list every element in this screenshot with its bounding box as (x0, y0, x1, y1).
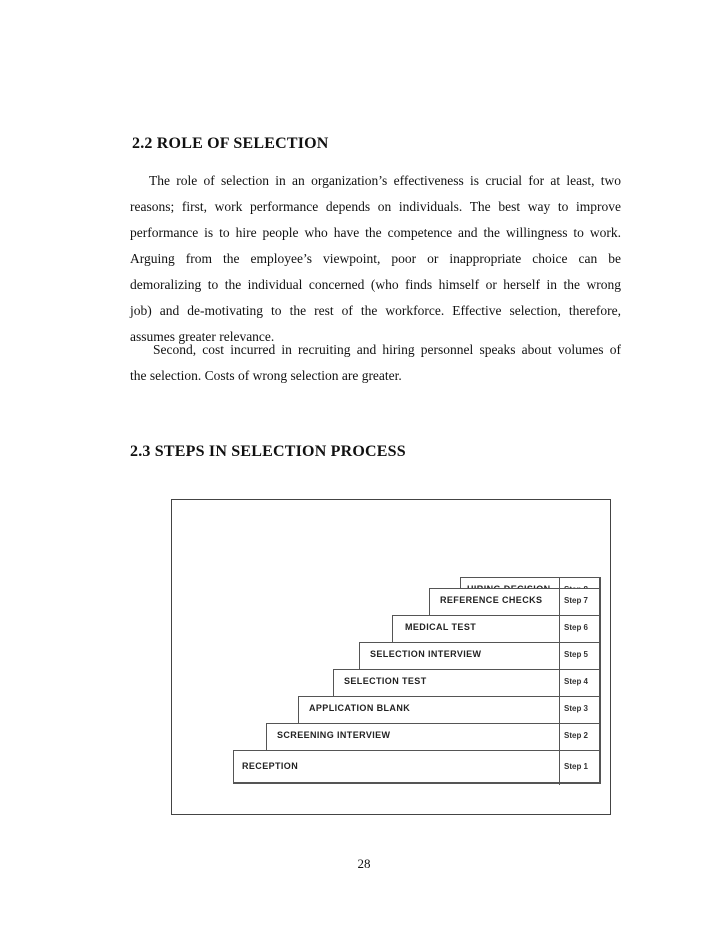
step-application-blank (298, 696, 600, 723)
step-reception (233, 750, 600, 784)
step-number: Step 7 (564, 596, 589, 605)
step-number: Step 3 (564, 704, 589, 713)
section-heading-role-of-selection: 2.2 ROLE OF SELECTION (132, 135, 329, 152)
paragraph-role-of-selection (130, 168, 621, 350)
step-number-box (559, 643, 599, 670)
step-number-box (559, 670, 599, 697)
stairs-right-edge (599, 577, 601, 784)
step-number-box (559, 751, 599, 785)
section-heading-steps-in-selection: 2.3 STEPS IN SELECTION PROCESS (130, 443, 406, 460)
step-medical-test (392, 615, 600, 642)
step-label: APPLICATION BLANK (309, 703, 411, 713)
step-label: REFERENCE CHECKS (440, 595, 543, 605)
selection-steps-diagram (171, 499, 611, 815)
step-number: Step 1 (564, 762, 589, 771)
step-number-box (559, 724, 599, 751)
step-number-box (559, 697, 599, 724)
paragraph-line: job) and de-motivating to the rest of the workforce. Effective selection, therefore, (130, 303, 621, 318)
paragraph-line: Second, cost incurred in recruiting and hiring personnel speaks about volumes of (153, 342, 621, 357)
step-number: Step 5 (564, 650, 589, 659)
paragraph-line: The role of selection in an organization’s effectiveness is crucial for at least, two (149, 173, 621, 188)
stairs-base-line (233, 782, 601, 784)
step-selection-test (333, 669, 600, 696)
paragraph-line: assumes greater relevance. (130, 329, 275, 344)
step-number-box (559, 616, 599, 643)
step-label: SELECTION INTERVIEW (370, 649, 482, 659)
step-screening-interview (266, 723, 600, 750)
step-number: Step 6 (564, 623, 589, 632)
step-label: SELECTION TEST (344, 676, 427, 686)
page-number: 28 (357, 856, 371, 871)
step-reference-checks (429, 588, 600, 615)
paragraph-line: performance is to hire people who have the competence and the willingness to work. (130, 225, 621, 240)
paragraph-line: reasons; first, work performance depends on individuals. The best way to improve (130, 199, 621, 214)
paragraph-line: the selection. Costs of wrong selection are greater. (130, 368, 402, 383)
step-number: Step 2 (564, 731, 589, 740)
step-number-box (559, 589, 599, 616)
paragraph-line: Arguing from the employee’s viewpoint, poor or inappropriate choice can be (130, 251, 621, 266)
step-label: MEDICAL TEST (405, 622, 477, 632)
paragraph-line: demoralizing to the individual concerned (who finds himself or herself in the wrong (130, 277, 621, 292)
step-selection-interview (359, 642, 600, 669)
step-label: SCREENING INTERVIEW (277, 730, 391, 740)
step-label: RECEPTION (242, 761, 299, 771)
step-number: Step 4 (564, 677, 589, 686)
paragraph-cost-of-selection (130, 337, 621, 389)
